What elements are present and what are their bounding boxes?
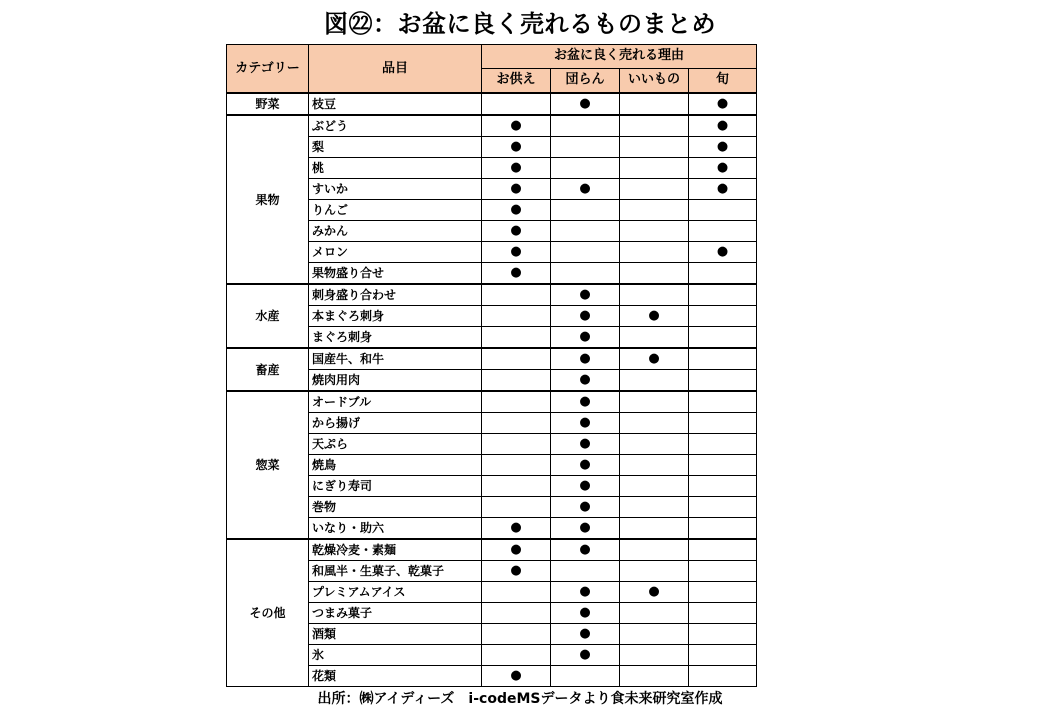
table-header xyxy=(227,45,757,94)
mark-cell xyxy=(689,242,757,263)
mark-dot: ● xyxy=(579,520,591,535)
mark-cell xyxy=(482,158,551,179)
item-cell: 花類 xyxy=(309,666,482,687)
mark-dot: ● xyxy=(579,372,591,387)
mark-cell xyxy=(620,327,689,349)
item-cell: りんご xyxy=(309,200,482,221)
category-group xyxy=(227,93,757,115)
mark-cell xyxy=(689,370,757,392)
mark-cell xyxy=(482,391,551,413)
mark-cell xyxy=(620,221,689,242)
mark-cell xyxy=(689,348,757,370)
mark-cell xyxy=(689,115,757,137)
summary-table xyxy=(226,44,757,687)
mark-cell xyxy=(689,391,757,413)
mark-cell xyxy=(482,370,551,392)
mark-dot: ● xyxy=(579,181,591,196)
mark-dot: ● xyxy=(579,626,591,641)
header-item: 品目 xyxy=(309,45,482,94)
mark-cell xyxy=(689,645,757,666)
mark-dot: ● xyxy=(648,308,660,323)
mark-cell xyxy=(620,179,689,200)
mark-cell xyxy=(689,539,757,561)
mark-cell xyxy=(551,645,620,666)
mark-dot: ● xyxy=(510,181,522,196)
mark-cell xyxy=(482,582,551,603)
mark-cell xyxy=(551,413,620,434)
mark-cell xyxy=(551,115,620,137)
item-cell: みかん xyxy=(309,221,482,242)
mark-cell xyxy=(482,263,551,285)
table-row xyxy=(227,93,757,115)
item-cell: 和風半・生菓子、乾菓子 xyxy=(309,561,482,582)
mark-dot: ● xyxy=(510,202,522,217)
mark-dot: ● xyxy=(716,139,729,154)
table-row xyxy=(227,115,757,137)
mark-dot: ● xyxy=(510,160,522,175)
item-cell: 氷 xyxy=(309,645,482,666)
mark-cell xyxy=(551,666,620,687)
mark-dot: ● xyxy=(716,118,729,133)
item-cell: にぎり寿司 xyxy=(309,476,482,497)
item-cell: すいか xyxy=(309,179,482,200)
mark-cell xyxy=(551,306,620,327)
mark-cell xyxy=(689,93,757,115)
mark-cell xyxy=(620,284,689,306)
mark-dot: ● xyxy=(579,457,591,472)
header-reason-premium: いいもの xyxy=(620,68,689,93)
mark-cell xyxy=(482,221,551,242)
item-cell: 枝豆 xyxy=(309,93,482,115)
item-cell: 桃 xyxy=(309,158,482,179)
table-row xyxy=(227,391,757,413)
mark-cell xyxy=(551,476,620,497)
mark-cell xyxy=(551,455,620,476)
mark-dot: ● xyxy=(579,436,591,451)
mark-dot: ● xyxy=(579,351,591,366)
mark-cell xyxy=(482,93,551,115)
item-cell: まぐろ刺身 xyxy=(309,327,482,349)
source-note: 出所：㈱アイディーズ i-codeMSデータより食未来研究室作成 xyxy=(317,691,723,707)
mark-dot: ● xyxy=(579,287,591,302)
page-title: 図㉒：お盆に良く売れるものまとめ xyxy=(324,10,716,38)
mark-cell xyxy=(551,327,620,349)
mark-dot: ● xyxy=(510,265,522,280)
category-cell: 水産 xyxy=(227,284,309,348)
mark-cell xyxy=(689,434,757,455)
category-group xyxy=(227,284,757,348)
mark-cell xyxy=(482,603,551,624)
mark-cell xyxy=(551,158,620,179)
mark-cell xyxy=(689,624,757,645)
mark-dot: ● xyxy=(579,542,591,557)
category-group xyxy=(227,391,757,539)
mark-cell xyxy=(551,370,620,392)
mark-dot: ● xyxy=(579,605,591,620)
item-cell: 乾燥冷麦・素麺 xyxy=(309,539,482,561)
mark-cell xyxy=(689,413,757,434)
mark-cell xyxy=(620,518,689,540)
mark-cell xyxy=(689,518,757,540)
category-cell: 果物 xyxy=(227,115,309,284)
header-reason-offering: お供え xyxy=(482,68,551,93)
item-cell: 酒類 xyxy=(309,624,482,645)
mark-cell xyxy=(551,434,620,455)
mark-cell xyxy=(482,561,551,582)
mark-cell xyxy=(620,666,689,687)
mark-cell xyxy=(482,137,551,158)
item-cell: いなり・助六 xyxy=(309,518,482,540)
header-reason-family-gathering: 団らん xyxy=(551,68,620,93)
mark-dot: ● xyxy=(716,244,729,259)
item-cell: オードブル xyxy=(309,391,482,413)
mark-dot: ● xyxy=(579,499,591,514)
mark-cell xyxy=(689,158,757,179)
mark-cell xyxy=(482,327,551,349)
mark-cell xyxy=(551,348,620,370)
category-cell: 畜産 xyxy=(227,348,309,391)
mark-dot: ● xyxy=(579,478,591,493)
mark-cell xyxy=(551,221,620,242)
mark-cell xyxy=(482,179,551,200)
mark-cell xyxy=(551,93,620,115)
mark-cell xyxy=(551,624,620,645)
mark-cell xyxy=(482,645,551,666)
mark-cell xyxy=(551,263,620,285)
mark-cell xyxy=(482,476,551,497)
category-cell: その他 xyxy=(227,539,309,687)
mark-cell xyxy=(482,455,551,476)
mark-cell xyxy=(551,179,620,200)
mark-cell xyxy=(620,603,689,624)
mark-dot: ● xyxy=(716,160,729,175)
item-cell: ぶどう xyxy=(309,115,482,137)
mark-cell xyxy=(551,582,620,603)
mark-cell xyxy=(689,476,757,497)
mark-dot: ● xyxy=(510,244,522,259)
mark-cell xyxy=(551,561,620,582)
mark-cell xyxy=(689,263,757,285)
mark-dot: ● xyxy=(579,329,591,344)
mark-dot: ● xyxy=(579,647,591,662)
mark-cell xyxy=(551,518,620,540)
mark-cell xyxy=(482,624,551,645)
item-cell: プレミアムアイス xyxy=(309,582,482,603)
mark-cell xyxy=(482,413,551,434)
mark-cell xyxy=(482,666,551,687)
mark-cell xyxy=(620,370,689,392)
mark-dot: ● xyxy=(510,139,522,154)
mark-cell xyxy=(620,645,689,666)
mark-cell xyxy=(620,539,689,561)
mark-dot: ● xyxy=(579,308,591,323)
mark-cell xyxy=(620,497,689,518)
mark-dot: ● xyxy=(579,584,591,599)
mark-cell xyxy=(551,497,620,518)
mark-cell xyxy=(482,348,551,370)
mark-dot: ● xyxy=(510,223,522,238)
mark-dot: ● xyxy=(579,96,591,111)
mark-cell xyxy=(689,497,757,518)
mark-dot: ● xyxy=(579,394,591,409)
item-cell: 巻物 xyxy=(309,497,482,518)
table-row xyxy=(227,539,757,561)
category-cell: 惣菜 xyxy=(227,391,309,539)
mark-cell xyxy=(551,200,620,221)
item-cell: 焼鳥 xyxy=(309,455,482,476)
mark-cell xyxy=(482,306,551,327)
category-cell: 野菜 xyxy=(227,93,309,115)
mark-cell xyxy=(482,284,551,306)
item-cell: 焼肉用肉 xyxy=(309,370,482,392)
mark-cell xyxy=(689,221,757,242)
mark-cell xyxy=(689,179,757,200)
mark-cell xyxy=(620,93,689,115)
mark-cell xyxy=(482,497,551,518)
mark-cell xyxy=(689,666,757,687)
category-group xyxy=(227,115,757,284)
item-cell: から揚げ xyxy=(309,413,482,434)
table-row xyxy=(227,348,757,370)
mark-cell xyxy=(482,434,551,455)
mark-cell xyxy=(689,137,757,158)
mark-cell xyxy=(551,284,620,306)
mark-cell xyxy=(689,455,757,476)
mark-cell xyxy=(551,242,620,263)
item-cell: 国産牛、和牛 xyxy=(309,348,482,370)
header-reason-group: お盆に良く売れる理由 xyxy=(482,45,757,69)
mark-cell xyxy=(620,476,689,497)
mark-cell xyxy=(689,603,757,624)
mark-cell xyxy=(689,561,757,582)
mark-cell xyxy=(689,200,757,221)
mark-cell xyxy=(482,539,551,561)
mark-cell xyxy=(620,582,689,603)
mark-cell xyxy=(551,603,620,624)
mark-dot: ● xyxy=(716,96,729,111)
mark-dot: ● xyxy=(510,563,522,578)
category-group xyxy=(227,539,757,687)
mark-dot: ● xyxy=(510,118,522,133)
mark-cell xyxy=(551,539,620,561)
mark-cell xyxy=(620,561,689,582)
mark-dot: ● xyxy=(648,351,660,366)
mark-cell xyxy=(482,518,551,540)
mark-cell xyxy=(620,455,689,476)
mark-dot: ● xyxy=(510,542,522,557)
mark-dot: ● xyxy=(579,415,591,430)
mark-dot: ● xyxy=(648,584,660,599)
mark-cell xyxy=(620,115,689,137)
mark-cell xyxy=(620,263,689,285)
mark-cell xyxy=(551,137,620,158)
mark-cell xyxy=(689,306,757,327)
mark-cell xyxy=(620,434,689,455)
mark-cell xyxy=(689,582,757,603)
mark-dot: ● xyxy=(510,668,522,683)
mark-cell xyxy=(620,413,689,434)
item-cell: 梨 xyxy=(309,137,482,158)
mark-cell xyxy=(620,200,689,221)
item-cell: 天ぷら xyxy=(309,434,482,455)
mark-cell xyxy=(620,624,689,645)
mark-dot: ● xyxy=(510,520,522,535)
table-row xyxy=(227,284,757,306)
header-reason-in-season: 旬 xyxy=(689,68,757,93)
item-cell: 果物盛り合せ xyxy=(309,263,482,285)
mark-cell xyxy=(689,284,757,306)
item-cell: 刺身盛り合わせ xyxy=(309,284,482,306)
mark-cell xyxy=(620,137,689,158)
mark-cell xyxy=(620,242,689,263)
mark-cell xyxy=(551,391,620,413)
item-cell: メロン xyxy=(309,242,482,263)
mark-cell xyxy=(482,200,551,221)
mark-cell xyxy=(482,115,551,137)
item-cell: 本まぐろ刺身 xyxy=(309,306,482,327)
mark-dot: ● xyxy=(716,181,729,196)
category-group xyxy=(227,348,757,391)
mark-cell xyxy=(620,348,689,370)
mark-cell xyxy=(482,242,551,263)
mark-cell xyxy=(620,391,689,413)
mark-cell xyxy=(620,306,689,327)
item-cell: つまみ菓子 xyxy=(309,603,482,624)
mark-cell xyxy=(620,158,689,179)
mark-cell xyxy=(689,327,757,349)
header-category: カテゴリー xyxy=(227,45,309,94)
